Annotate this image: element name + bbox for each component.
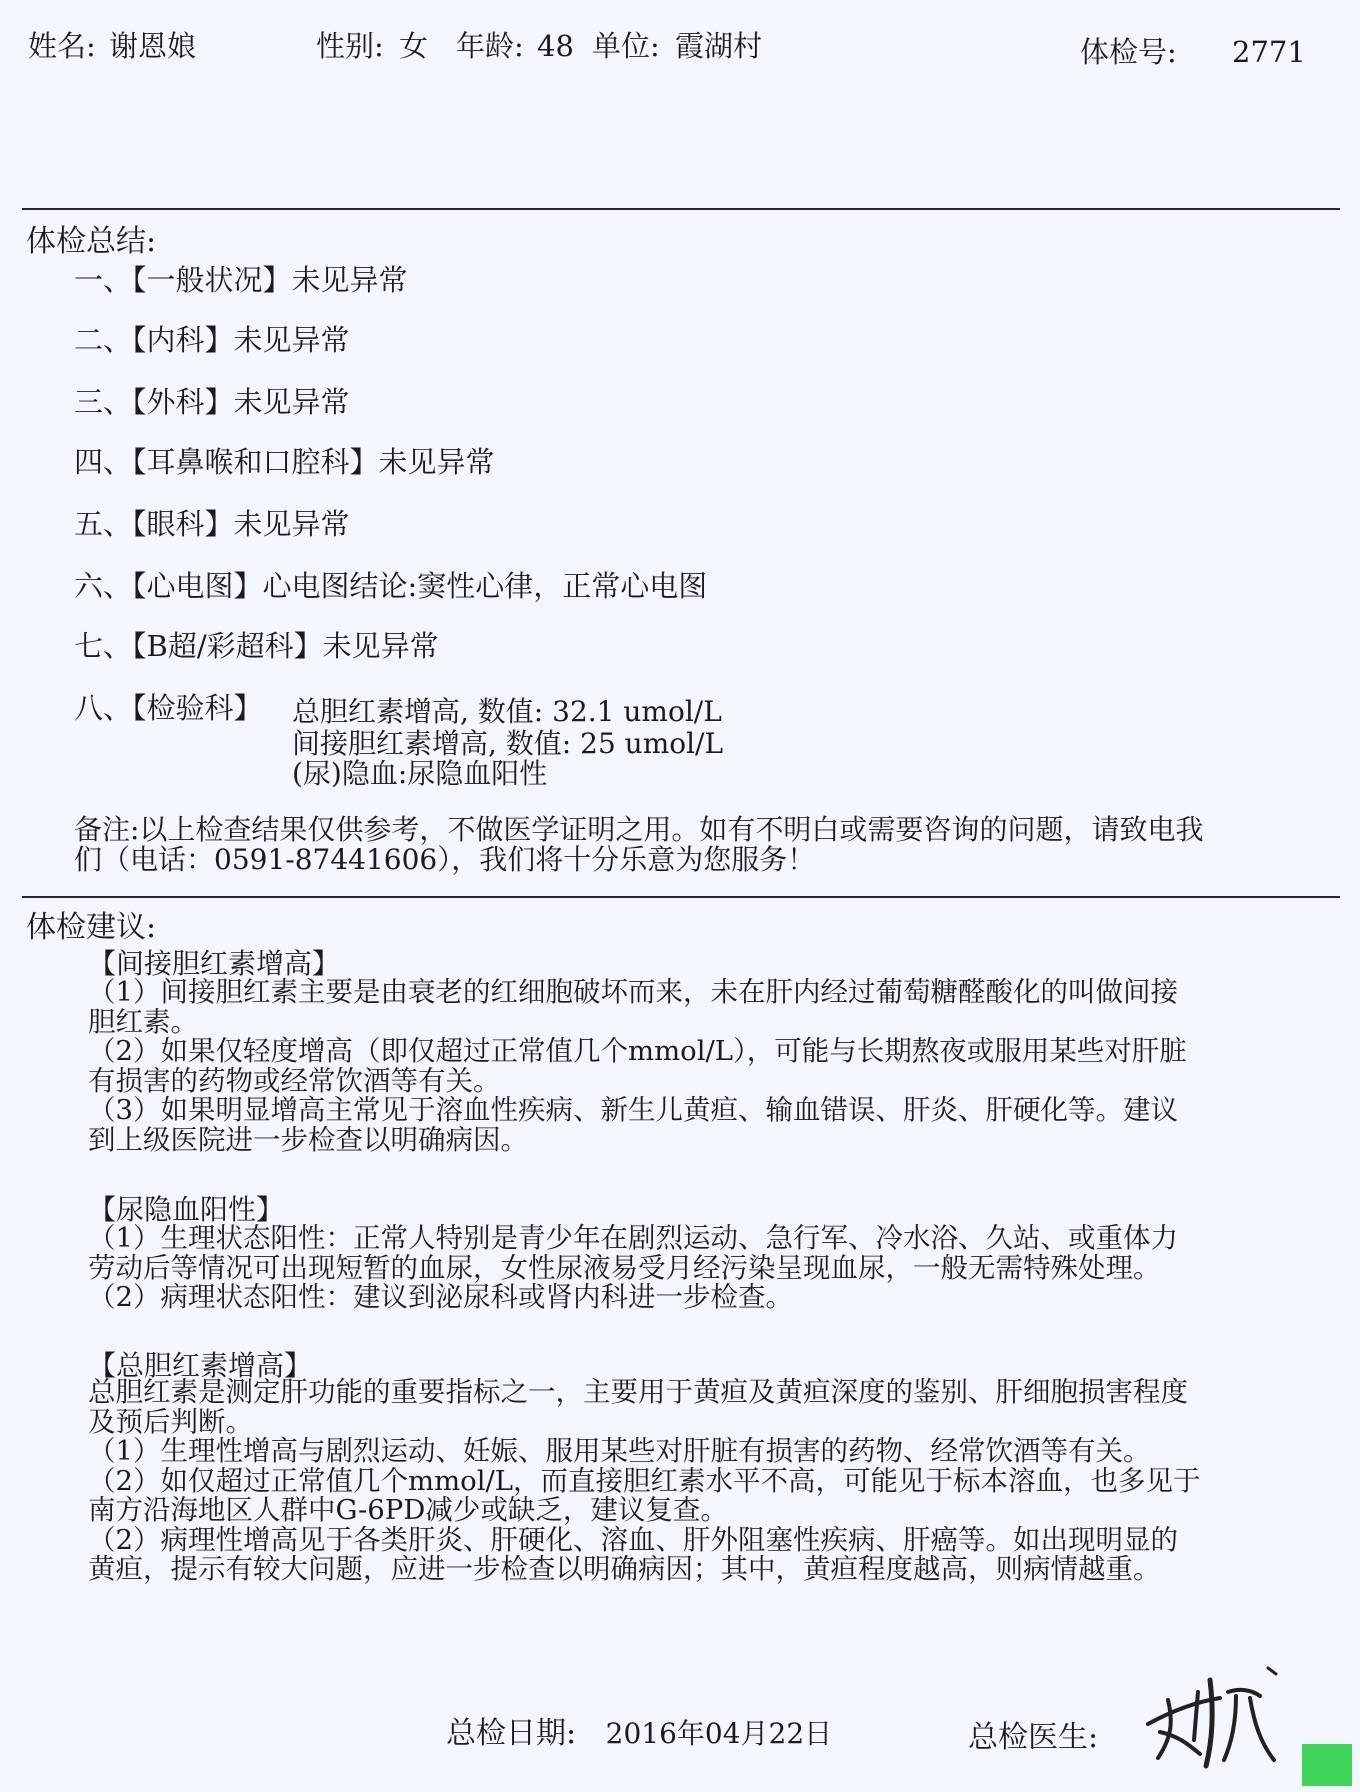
lab-line-2: 间接胆红素增高, 数值: 25 umol/L bbox=[292, 727, 724, 760]
summary-title: 体检总结: bbox=[26, 224, 157, 259]
note-line-2: 们（电话：0591-87441606），我们将十分乐意为您服务！ bbox=[74, 843, 816, 876]
lab-num: 八、 bbox=[74, 691, 133, 725]
summary-item-result: 未见异常 bbox=[233, 323, 350, 357]
advice-heading-total-bilirubin: 【总胆红素增高】 bbox=[88, 1349, 313, 1382]
advice-line: 总胆红素是测定肝功能的重要指标之一，主要用于黄疸及黄疸深度的鉴别、肝细胞损害程度 bbox=[88, 1376, 1188, 1408]
note bbox=[74, 815, 1203, 875]
patient-gender bbox=[316, 24, 428, 65]
advice-heading-indirect-bilirubin: 【间接胆红素增高】 bbox=[88, 947, 341, 980]
patient-name bbox=[28, 24, 196, 65]
advice-line: 及预后判断。 bbox=[88, 1405, 253, 1438]
lab-line-1: 总胆红素增高, 数值: 32.1 umol/L bbox=[292, 695, 722, 728]
watermark-badge bbox=[1302, 1744, 1352, 1786]
advice-line: （1）生理状态阳性：正常人特别是青少年在剧烈运动、急行军、冷水浴、久站、或重体力 bbox=[88, 1222, 1178, 1254]
summary-item-dept: 【耳鼻喉和口腔科】 bbox=[132, 445, 379, 479]
summary-item-dept: 【内科】 bbox=[132, 323, 234, 357]
advice-line: 有损害的药物或经常饮酒等有关。 bbox=[88, 1064, 501, 1097]
advice-line: （1）生理性增高与剧烈运动、妊娠、服用某些对肝脏有损害的药物、经常饮酒等有关。 bbox=[88, 1435, 1151, 1467]
patient-unit bbox=[592, 24, 762, 65]
lab-line-3: (尿)隐血:尿隐血阳性 bbox=[292, 757, 548, 790]
advice-body-urine-blood bbox=[88, 1224, 1328, 1313]
summary-item-num: 五、 bbox=[74, 507, 133, 541]
advice-line: （2）病理性增高见于各类肝炎、肝硬化、溶血、肝外阻塞性疾病、肝癌等。如出现明显的 bbox=[88, 1523, 1178, 1556]
gender-value: 女 bbox=[399, 29, 429, 63]
summary-item-num: 四、 bbox=[74, 445, 133, 479]
summary-item-dept: 【外科】 bbox=[132, 385, 234, 419]
summary-item-result: 心电图结论:窦性心律，正常心电图 bbox=[262, 569, 708, 603]
advice-line: 黄疸，提示有较大问题，应进一步检查以明确病因；其中，黄疸程度越高，则病情越重。 bbox=[88, 1553, 1161, 1585]
summary-item bbox=[74, 318, 350, 359]
date-label: 总检日期: bbox=[446, 1716, 577, 1751]
advice-line: 劳动后等情况可出现短暂的血尿，女性尿液易受月经污染呈现血尿，一般无需特殊处理。 bbox=[88, 1251, 1161, 1284]
advice-line: （1）间接胆红素主要是由衰老的红细胞破坏而来，未在肝内经过葡萄糖醛酸化的叫做间接 bbox=[88, 976, 1178, 1008]
summary-item-num: 一、 bbox=[74, 263, 133, 297]
gender-label: 性别: bbox=[316, 29, 384, 63]
advice-line: （2）如果仅轻度增高（即仅超过正常值几个mmol/L），可能与长期熬夜或服用某些对肝脏 bbox=[88, 1035, 1187, 1067]
advice-line: （2）病理状态阳性：建议到泌尿科或肾内科进一步检查。 bbox=[88, 1281, 793, 1313]
summary-item-dept: 【一般状况】 bbox=[132, 263, 292, 297]
summary-item-num: 三、 bbox=[74, 385, 133, 419]
advice-heading-urine-blood: 【尿隐血阳性】 bbox=[88, 1193, 285, 1226]
summary-item-num: 二、 bbox=[74, 323, 133, 357]
unit-label: 单位: bbox=[592, 29, 660, 63]
summary-item-num: 七、 bbox=[74, 629, 133, 663]
date-value: 2016年04月22日 bbox=[605, 1717, 833, 1750]
summary-item bbox=[74, 624, 439, 665]
advice-title: 体检建议: bbox=[26, 910, 157, 945]
summary-item-num: 六、 bbox=[74, 569, 133, 603]
note-line-1: 备注:以上检查结果仅供参考，不做医学证明之用。如有不明白或需要咨询的问题，请致电我 bbox=[74, 813, 1204, 846]
unit-value: 霞湖村 bbox=[675, 29, 763, 63]
summary-divider bbox=[22, 896, 1340, 898]
exam-date bbox=[446, 1708, 832, 1752]
summary-item bbox=[74, 440, 495, 481]
summary-item-result: 未见异常 bbox=[233, 385, 350, 419]
summary-item-result: 未见异常 bbox=[291, 263, 408, 297]
name-value: 谢恩娘 bbox=[109, 29, 197, 63]
summary-item-dept: 【心电图】 bbox=[132, 569, 263, 603]
age-value: 48 bbox=[537, 29, 574, 63]
summary-item bbox=[74, 502, 350, 543]
summary-item-result: 未见异常 bbox=[233, 507, 350, 541]
summary-item-result: 未见异常 bbox=[322, 629, 439, 663]
advice-body-indirect-bilirubin bbox=[88, 978, 1328, 1155]
header-divider bbox=[22, 208, 1340, 210]
summary-item bbox=[74, 564, 707, 605]
exam-number bbox=[1080, 30, 1306, 71]
doctor-signature bbox=[1140, 1662, 1290, 1772]
advice-body-total-bilirubin bbox=[88, 1378, 1328, 1585]
advice-line: 南方沿海地区人群中G-6PD减少或缺乏，建议复查。 bbox=[88, 1494, 728, 1526]
patient-age bbox=[456, 24, 574, 65]
age-label: 年龄: bbox=[456, 29, 524, 63]
advice-line: 胆红素。 bbox=[88, 1005, 198, 1038]
advice-line: （3）如果明显增高主常见于溶血性疾病、新生儿黄疸、输血错误、肝炎、肝硬化等。建议 bbox=[88, 1094, 1178, 1126]
doctor-label: 总检医生: bbox=[968, 1720, 1099, 1755]
advice-line: （2）如仅超过正常值几个mmol/L，而直接胆红素水平不高，可能见于标本溶血，也多见于 bbox=[88, 1464, 1201, 1497]
name-label: 姓名: bbox=[28, 29, 96, 63]
advice-line: 到上级医院进一步检查以明确病因。 bbox=[88, 1123, 528, 1156]
exam-no-value: 2771 bbox=[1232, 35, 1306, 69]
summary-item-dept: 【眼科】 bbox=[132, 507, 234, 541]
exam-no-label: 体检号: bbox=[1080, 35, 1177, 69]
exam-doctor bbox=[968, 1712, 1098, 1756]
summary-item bbox=[74, 258, 408, 299]
summary-item-result: 未见异常 bbox=[378, 445, 495, 479]
summary-item bbox=[74, 380, 350, 421]
summary-item-lab bbox=[74, 686, 263, 727]
lab-dept: 【检验科】 bbox=[132, 691, 263, 725]
summary-item-dept: 【B超/彩超科】 bbox=[132, 629, 323, 663]
